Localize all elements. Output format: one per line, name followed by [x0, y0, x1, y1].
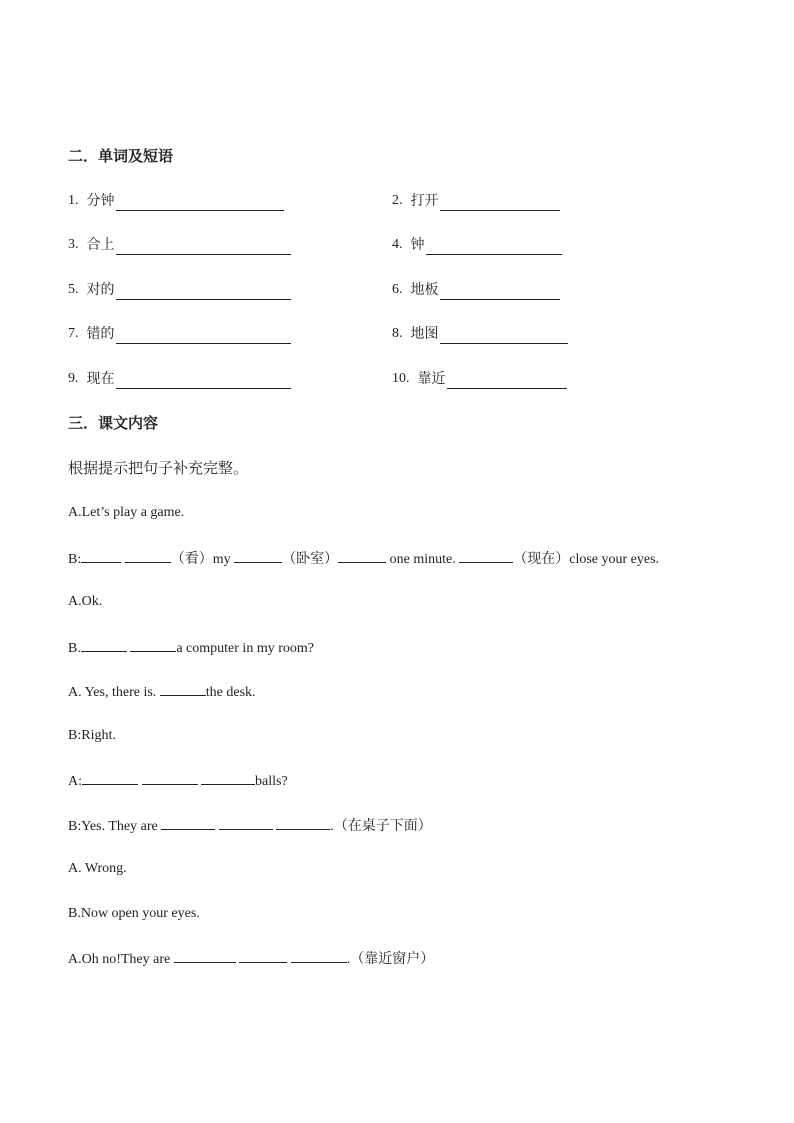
section-3-title: 三．课文内容	[68, 414, 159, 432]
vocab-number: 10.	[392, 371, 410, 386]
line-text: the desk.	[205, 685, 256, 700]
hint-text: （现在）	[513, 551, 570, 567]
vocab-number: 3.	[68, 237, 79, 252]
vocab-number: 1.	[68, 193, 79, 208]
answer-blank[interactable]	[81, 548, 121, 563]
speaker-label: A:	[68, 774, 82, 789]
dialogue-line-9: A. Wrong.	[68, 861, 127, 876]
answer-blank[interactable]	[426, 238, 562, 255]
answer-blank[interactable]	[276, 815, 330, 830]
line-text: .	[330, 819, 334, 834]
hint-text: （卧室）	[282, 551, 339, 567]
line-text: one minute.	[389, 552, 456, 567]
speaker-label: B.	[68, 641, 81, 656]
dialogue-line-5	[68, 681, 256, 703]
dialogue-line-7	[68, 770, 288, 792]
speaker-label: B:	[68, 552, 82, 567]
vocab-item-3	[68, 235, 291, 255]
line-text: balls?	[255, 774, 288, 789]
vocab-number: 9.	[68, 371, 79, 386]
vocab-word: 打开	[410, 193, 439, 209]
answer-blank[interactable]	[116, 194, 284, 211]
answer-blank[interactable]	[201, 770, 255, 785]
answer-blank[interactable]	[459, 548, 513, 563]
answer-blank[interactable]	[82, 770, 138, 785]
answer-blank[interactable]	[447, 372, 567, 389]
answer-blank[interactable]	[130, 637, 176, 652]
vocab-item-2	[392, 191, 560, 211]
dialogue-line-3: A.Ok.	[68, 594, 103, 609]
dialogue-line-11	[68, 948, 434, 970]
answer-blank[interactable]	[440, 283, 560, 300]
dialogue-line-8	[68, 815, 432, 837]
vocab-number: 2.	[392, 193, 403, 208]
dialogue-line-2	[68, 548, 659, 570]
line-text: B:Yes. They are	[68, 819, 158, 834]
vocab-word: 错的	[86, 326, 115, 342]
vocab-number: 4.	[392, 237, 403, 252]
vocab-item-9	[68, 369, 291, 389]
vocab-item-5	[68, 280, 291, 300]
vocab-word: 地图	[410, 326, 439, 342]
vocab-word: 钟	[410, 237, 425, 253]
answer-blank[interactable]	[116, 372, 291, 389]
answer-blank[interactable]	[291, 948, 347, 963]
vocab-number: 7.	[68, 326, 79, 341]
vocab-item-7	[68, 324, 291, 344]
hint-text: （看）	[170, 551, 213, 567]
answer-blank[interactable]	[440, 194, 560, 211]
answer-blank[interactable]	[116, 238, 291, 255]
answer-blank[interactable]	[234, 548, 282, 563]
line-text: my	[212, 552, 231, 567]
vocab-item-10	[392, 369, 567, 389]
line-text: A.Oh no!They are	[68, 952, 171, 967]
vocab-number: 6.	[392, 282, 403, 297]
vocab-word: 分钟	[86, 193, 115, 209]
answer-blank[interactable]	[161, 815, 215, 830]
vocab-item-6	[392, 280, 560, 300]
vocab-number: 8.	[392, 326, 403, 341]
answer-blank[interactable]	[116, 327, 291, 344]
answer-blank[interactable]	[239, 948, 287, 963]
answer-blank[interactable]	[81, 637, 127, 652]
hint-text: （靠近窗户）	[350, 951, 435, 967]
answer-blank[interactable]	[116, 283, 291, 300]
vocab-number: 5.	[68, 282, 79, 297]
dialogue-line-1: A.Let’s play a game.	[68, 505, 185, 520]
vocab-item-1	[68, 191, 284, 211]
line-text: a computer in my room?	[176, 641, 314, 656]
vocab-word: 现在	[86, 371, 115, 387]
dialogue-line-4	[68, 637, 314, 659]
answer-blank[interactable]	[160, 681, 206, 696]
dialogue-line-6: B:Right.	[68, 728, 116, 743]
vocab-item-4	[392, 235, 562, 255]
answer-blank[interactable]	[338, 548, 386, 563]
vocab-word: 对的	[86, 282, 115, 298]
answer-blank[interactable]	[440, 327, 568, 344]
vocab-word: 合上	[86, 237, 115, 253]
hint-text: （在桌子下面）	[333, 818, 432, 834]
answer-blank[interactable]	[219, 815, 273, 830]
vocab-word: 地板	[410, 282, 439, 298]
answer-blank[interactable]	[174, 948, 236, 963]
answer-blank[interactable]	[125, 548, 171, 563]
answer-blank[interactable]	[142, 770, 198, 785]
vocab-item-8	[392, 324, 568, 344]
dialogue-line-10: B.Now open your eyes.	[68, 906, 200, 921]
instruction-text: 根据提示把句子补充完整。	[68, 459, 249, 477]
line-text: A. Yes, there is.	[68, 685, 157, 700]
section-2-title: 二．单词及短语	[68, 147, 174, 165]
line-text: close your eyes.	[569, 552, 660, 567]
line-text: .	[346, 952, 351, 967]
vocab-word: 靠近	[417, 371, 446, 387]
